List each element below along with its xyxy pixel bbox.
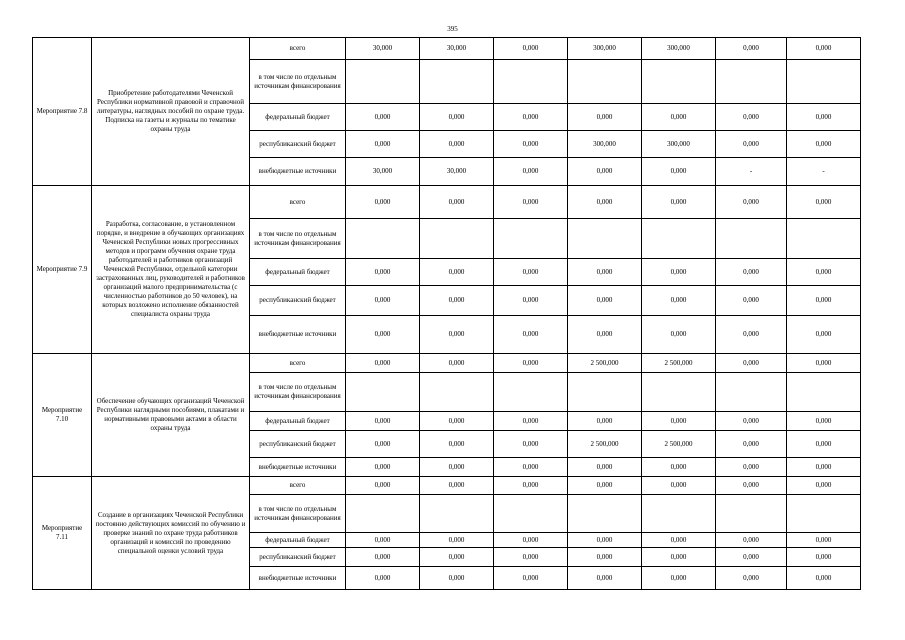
amount-cell [420, 495, 494, 533]
funding-source: республиканский бюджет [250, 286, 346, 316]
amount-cell: 0,000 [568, 477, 642, 495]
amount-cell: 0,000 [642, 186, 716, 219]
amount-cell: 0,000 [716, 567, 787, 590]
amount-cell: 0,000 [568, 458, 642, 477]
funding-source: в том числе по отдельным источникам финансирования [250, 219, 346, 259]
amount-cell: 0,000 [642, 259, 716, 286]
funding-table [32, 37, 861, 590]
funding-source: федеральный бюджет [250, 533, 346, 548]
funding-source: федеральный бюджет [250, 104, 346, 131]
amount-cell [568, 219, 642, 259]
amount-cell: 0,000 [716, 286, 787, 316]
amount-cell: 0,000 [716, 431, 787, 458]
amount-cell: 0,000 [787, 533, 861, 548]
amount-cell: 0,000 [420, 533, 494, 548]
amount-cell [787, 373, 861, 412]
funding-source: республиканский бюджет [250, 548, 346, 567]
amount-cell: 300,000 [568, 131, 642, 158]
amount-cell: 0,000 [716, 458, 787, 477]
amount-cell: 0,000 [494, 477, 568, 495]
amount-cell [494, 60, 568, 104]
amount-cell: 0,000 [642, 458, 716, 477]
amount-cell: 0,000 [787, 131, 861, 158]
amount-cell: 0,000 [787, 186, 861, 219]
amount-cell: 0,000 [420, 259, 494, 286]
amount-cell: 30,000 [420, 38, 494, 60]
amount-cell: 0,000 [420, 104, 494, 131]
amount-cell: 0,000 [494, 412, 568, 431]
funding-source: внебюджетные источники [250, 316, 346, 354]
amount-cell: 0,000 [494, 316, 568, 354]
amount-cell: 0,000 [787, 431, 861, 458]
amount-cell: 30,000 [346, 158, 420, 186]
amount-cell [642, 219, 716, 259]
amount-cell: 30,000 [420, 158, 494, 186]
amount-cell: - [716, 158, 787, 186]
amount-cell: 0,000 [716, 316, 787, 354]
amount-cell: 0,000 [568, 567, 642, 590]
amount-cell: 0,000 [420, 431, 494, 458]
amount-cell: 0,000 [642, 316, 716, 354]
amount-cell: 0,000 [494, 354, 568, 373]
amount-cell: - [787, 158, 861, 186]
amount-cell [787, 60, 861, 104]
amount-cell: 0,000 [787, 567, 861, 590]
funding-source: внебюджетные источники [250, 158, 346, 186]
amount-cell: 0,000 [787, 286, 861, 316]
amount-cell: 0,000 [420, 548, 494, 567]
amount-cell: 0,000 [642, 477, 716, 495]
event-description: Разработка, согласование, в установленном порядке, и внедрение в обучающих организациях Чеченской Республики новых прогрессивных методов и программ обучения охране труда работодателей и работников организаций Чеченской Республики, отдельной категории застрахованных лиц, руководителей и работников организаций малого предпринимательства (с численностью работников до 50 человек), на которых возложено исполнение обязанностей специалиста охраны труда [92, 186, 250, 354]
amount-cell: 0,000 [787, 104, 861, 131]
amount-cell: 0,000 [494, 186, 568, 219]
table-row [33, 477, 861, 495]
amount-cell: 0,000 [787, 477, 861, 495]
amount-cell: 0,000 [642, 567, 716, 590]
amount-cell: 0,000 [494, 286, 568, 316]
amount-cell: 0,000 [346, 186, 420, 219]
table-row [33, 38, 861, 60]
amount-cell: 0,000 [716, 186, 787, 219]
amount-cell [642, 373, 716, 412]
amount-cell: 2 500,000 [568, 354, 642, 373]
amount-cell: 0,000 [346, 316, 420, 354]
amount-cell: 0,000 [346, 477, 420, 495]
amount-cell: 0,000 [346, 431, 420, 458]
event-description: Приобретение работодателями Чеченской Республики нормативной правовой и справочной литературы, наглядных пособий по охране труда. Подписка на газеты и журналы по тематике охраны труда [92, 38, 250, 186]
funding-source: всего [250, 38, 346, 60]
amount-cell: 0,000 [346, 533, 420, 548]
amount-cell: 0,000 [787, 316, 861, 354]
amount-cell: 0,000 [716, 131, 787, 158]
amount-cell: 0,000 [494, 38, 568, 60]
amount-cell: 0,000 [494, 567, 568, 590]
amount-cell [420, 219, 494, 259]
amount-cell: 0,000 [420, 131, 494, 158]
amount-cell [346, 60, 420, 104]
amount-cell: 0,000 [494, 533, 568, 548]
page-number: 395 [447, 25, 458, 33]
amount-cell: 0,000 [642, 548, 716, 567]
amount-cell: 0,000 [787, 412, 861, 431]
amount-cell [346, 495, 420, 533]
amount-cell [420, 60, 494, 104]
amount-cell: 0,000 [568, 104, 642, 131]
event-description: Обеспечение обучающих организаций Чеченской Республики наглядными пособиями, плакатами и нормативными правовыми актами в области охраны труда [92, 354, 250, 477]
amount-cell: 0,000 [568, 548, 642, 567]
amount-cell: 300,000 [568, 38, 642, 60]
amount-cell: 0,000 [420, 186, 494, 219]
amount-cell: 0,000 [494, 259, 568, 286]
funding-source: внебюджетные источники [250, 567, 346, 590]
amount-cell: 300,000 [642, 131, 716, 158]
amount-cell: 0,000 [420, 477, 494, 495]
amount-cell: 0,000 [568, 412, 642, 431]
amount-cell [346, 373, 420, 412]
amount-cell: 0,000 [716, 412, 787, 431]
amount-cell: 0,000 [420, 458, 494, 477]
amount-cell: 0,000 [346, 104, 420, 131]
amount-cell [787, 495, 861, 533]
amount-cell: 0,000 [494, 548, 568, 567]
amount-cell: 0,000 [716, 477, 787, 495]
event-name: Мероприятие 7.9 [33, 186, 92, 354]
funding-source: федеральный бюджет [250, 412, 346, 431]
event-name: Мероприятие 7.8 [33, 38, 92, 186]
amount-cell: 0,000 [787, 354, 861, 373]
amount-cell: 0,000 [642, 158, 716, 186]
funding-source: в том числе по отдельным источникам финансирования [250, 373, 346, 412]
amount-cell: 0,000 [568, 158, 642, 186]
amount-cell: 0,000 [787, 259, 861, 286]
amount-cell: 0,000 [716, 104, 787, 131]
amount-cell [716, 219, 787, 259]
amount-cell: 0,000 [568, 286, 642, 316]
amount-cell: 0,000 [420, 354, 494, 373]
amount-cell [642, 60, 716, 104]
amount-cell: 0,000 [787, 458, 861, 477]
amount-cell: 0,000 [568, 259, 642, 286]
amount-cell [346, 219, 420, 259]
amount-cell: 0,000 [716, 533, 787, 548]
funding-source: республиканский бюджет [250, 131, 346, 158]
amount-cell: 0,000 [716, 548, 787, 567]
funding-source: всего [250, 354, 346, 373]
amount-cell: 0,000 [346, 458, 420, 477]
amount-cell: 0,000 [494, 131, 568, 158]
amount-cell: 0,000 [642, 286, 716, 316]
amount-cell: 0,000 [494, 104, 568, 131]
amount-cell: 0,000 [420, 567, 494, 590]
amount-cell [494, 373, 568, 412]
event-name: Мероприятие 7.11 [33, 477, 92, 590]
amount-cell: 2 500,000 [642, 431, 716, 458]
amount-cell [716, 60, 787, 104]
amount-cell [787, 219, 861, 259]
table-row [33, 354, 861, 373]
amount-cell: 0,000 [420, 412, 494, 431]
amount-cell: 0,000 [642, 533, 716, 548]
amount-cell: 0,000 [346, 412, 420, 431]
amount-cell: 0,000 [568, 186, 642, 219]
amount-cell: 0,000 [716, 38, 787, 60]
amount-cell: 0,000 [568, 316, 642, 354]
amount-cell: 0,000 [494, 458, 568, 477]
amount-cell: 0,000 [346, 354, 420, 373]
amount-cell: 2 500,000 [642, 354, 716, 373]
amount-cell: 0,000 [346, 286, 420, 316]
amount-cell: 0,000 [494, 158, 568, 186]
amount-cell: 0,000 [494, 431, 568, 458]
amount-cell: 0,000 [787, 38, 861, 60]
funding-source: внебюджетные источники [250, 458, 346, 477]
amount-cell: 30,000 [346, 38, 420, 60]
amount-cell [494, 219, 568, 259]
amount-cell: 0,000 [420, 286, 494, 316]
amount-cell: 0,000 [716, 259, 787, 286]
funding-source: всего [250, 186, 346, 219]
amount-cell [716, 495, 787, 533]
funding-source: в том числе по отдельным источникам финансирования [250, 495, 346, 533]
amount-cell: 2 500,000 [568, 431, 642, 458]
amount-cell: 0,000 [642, 104, 716, 131]
amount-cell: 0,000 [787, 548, 861, 567]
event-name: Мероприятие 7.10 [33, 354, 92, 477]
funding-source: всего [250, 477, 346, 495]
amount-cell [568, 495, 642, 533]
amount-cell: 0,000 [642, 412, 716, 431]
funding-source: федеральный бюджет [250, 259, 346, 286]
amount-cell [420, 373, 494, 412]
amount-cell: 0,000 [568, 533, 642, 548]
event-description: Создание в организациях Чеченской Республики постоянно действующих комиссий по обучению и проверке знаний по охране труда работников организаций и комиссий по проведению специальной оценки условий труда [92, 477, 250, 590]
funding-source: республиканский бюджет [250, 431, 346, 458]
amount-cell [716, 373, 787, 412]
amount-cell: 0,000 [420, 316, 494, 354]
amount-cell [568, 60, 642, 104]
amount-cell: 0,000 [346, 567, 420, 590]
table-row [33, 186, 861, 219]
amount-cell: 0,000 [346, 259, 420, 286]
amount-cell: 0,000 [716, 354, 787, 373]
amount-cell [568, 373, 642, 412]
amount-cell: 0,000 [346, 131, 420, 158]
amount-cell [494, 495, 568, 533]
amount-cell [642, 495, 716, 533]
funding-source: в том числе по отдельным источникам финансирования [250, 60, 346, 104]
amount-cell: 0,000 [346, 548, 420, 567]
amount-cell: 300,000 [642, 38, 716, 60]
